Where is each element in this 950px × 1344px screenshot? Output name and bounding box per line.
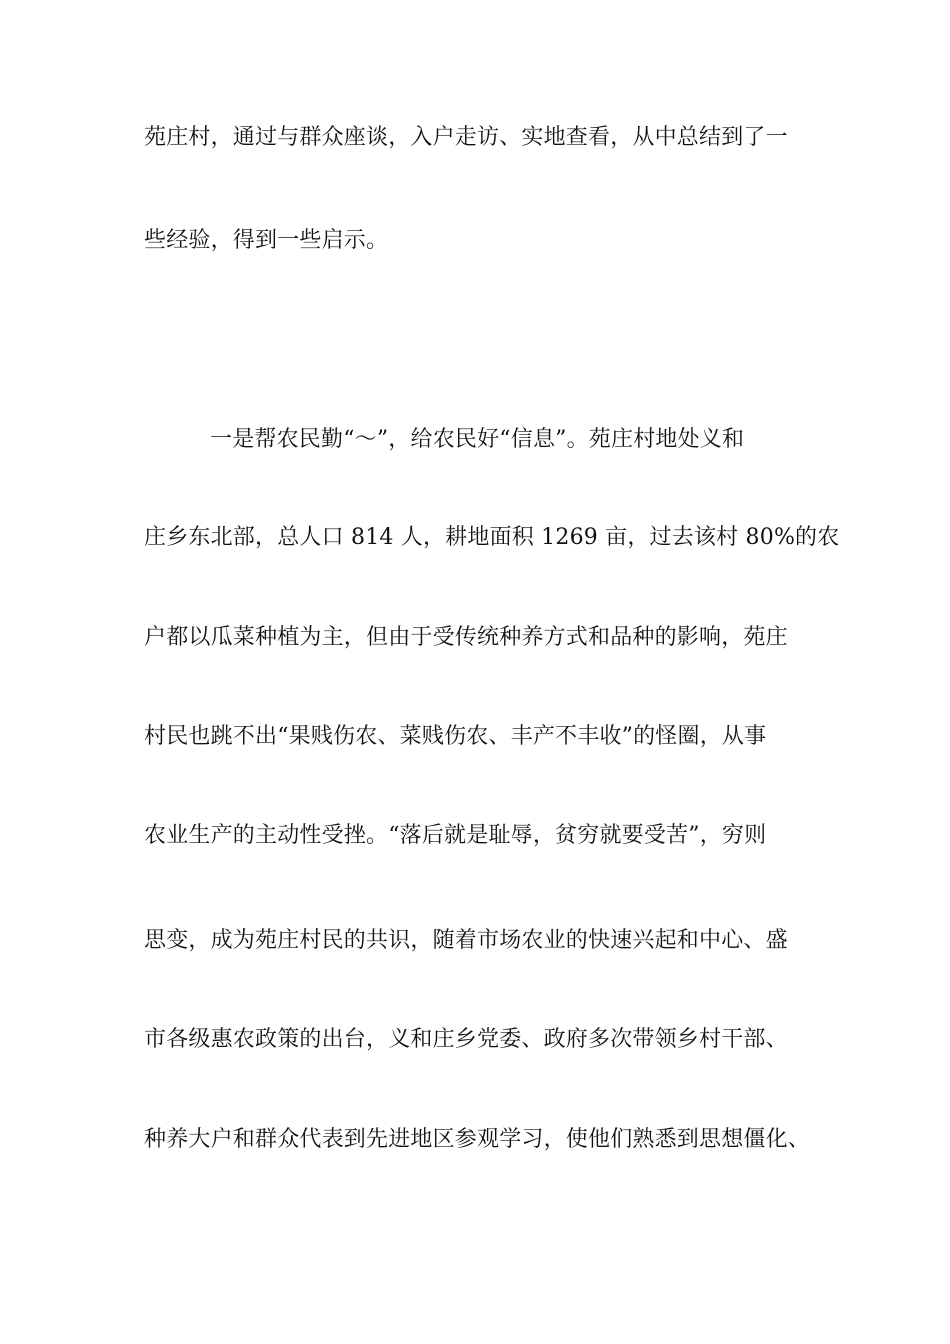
text-line: 种养大户和群众代表到先进地区参观学习，使他们熟悉到思想僵化、 xyxy=(144,1127,811,1152)
text-line: 苑庄村，通过与群众座谈，入户走访、实地查看，从中总结到了一 xyxy=(144,125,788,150)
text-line: 村民也跳不出“果贱伤农、菜贱伤农、丰产不丰收”的怪圈，从事 xyxy=(144,724,767,749)
text-line: 农业生产的主动性受挫。“落后就是耻辱，贫穷就要受苦”，穷则 xyxy=(144,823,767,848)
text-line: 思变，成为苑庄村民的共识，随着市场农业的快速兴起和中心、盛 xyxy=(144,928,788,953)
text-line: 些经验，得到一些启示。 xyxy=(144,228,389,253)
text-line: 户都以瓜菜种植为主，但由于受传统种养方式和品种的影响，苑庄 xyxy=(144,625,788,650)
text-line: 市各级惠农政策的出台，义和庄乡党委、政府多次带领乡村干部、 xyxy=(144,1027,788,1052)
text-line: 一是帮农民勤“～”，给农民好“信息”。苑庄村地处义和 xyxy=(210,427,745,452)
text-line: 庄乡东北部，总人口 814 人，耕地面积 1269 亩，过去该村 80%的农 xyxy=(144,525,840,550)
